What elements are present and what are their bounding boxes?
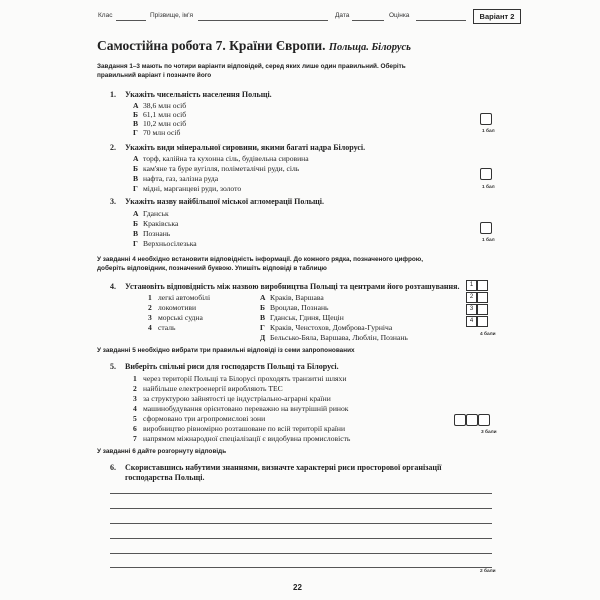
q4-grid-label: 4 xyxy=(466,316,477,327)
title-italic: Польща. Білорусь xyxy=(328,42,411,53)
q2-option[interactable]: Б кам'яне та буре вугілля, поліметалічні руди, сіль xyxy=(133,164,300,173)
q6-points: 2 бали xyxy=(480,569,496,574)
q2-option[interactable]: Г мідні, марганцеві руди, золото xyxy=(133,184,242,193)
q1-number: 1. xyxy=(110,90,116,99)
q4-grid-label: 1 xyxy=(466,280,477,291)
q2-answer-box[interactable] xyxy=(480,168,492,180)
instruction-3: У завданні 5 необхідно вибрати три правильні відповіді із семи запропонованих xyxy=(97,347,355,354)
q5-text: Виберіть спільні риси для господарств Польщі та Білорусі. xyxy=(125,362,339,371)
q4-left-item: 2 локомотиви xyxy=(148,303,197,312)
q4-left-item: 3 морські судна xyxy=(148,313,203,322)
q2-points: 1 бал xyxy=(482,185,495,190)
q4-right-item: В Гданськ, Гдиня, Щецін xyxy=(260,313,344,322)
q4-right-item: А Краків, Варшава xyxy=(260,293,324,302)
q1-option[interactable]: Б 61,1 млн осіб xyxy=(133,110,187,119)
q5-item[interactable]: 5 сформовано три агропромислові зони xyxy=(133,414,266,423)
q4-points: 4 бали xyxy=(480,332,496,337)
q1-option[interactable]: Г 70 млн осіб xyxy=(133,128,181,137)
q1-option[interactable]: В 10,2 млн осіб xyxy=(133,119,187,128)
q5-item[interactable]: 6 виробництво рівномірно розташоване по всій території країни xyxy=(133,424,346,433)
q5-answer-box[interactable] xyxy=(466,414,478,426)
date-label: Дата xyxy=(335,12,350,19)
q4-number: 4. xyxy=(110,282,116,291)
answer-line[interactable] xyxy=(110,523,492,524)
q1-points: 1 бал xyxy=(482,129,495,134)
q5-answer-box[interactable] xyxy=(478,414,490,426)
q5-points: 3 бали xyxy=(481,430,497,435)
q4-right-item: Г Краків, Ченстохов, Домброва-Гурнiча xyxy=(260,323,393,332)
q1-text: Укажіть чисельність населення Польщі. xyxy=(125,90,272,99)
q2-option[interactable]: В нафта, газ, залізна руда xyxy=(133,174,219,183)
q4-grid-cell[interactable] xyxy=(477,316,488,327)
q1-answer-box[interactable] xyxy=(480,113,492,125)
q2-number: 2. xyxy=(110,143,116,152)
grade-label: Оцінка xyxy=(389,12,410,19)
instruction-1-line2: правильний варіант і позначте його xyxy=(97,72,212,79)
q3-option[interactable]: Г Верхньосілезька xyxy=(133,239,197,248)
q4-grid-label: 2 xyxy=(466,292,477,303)
q4-right-item: Д Бельсько-Бяла, Варшава, Люблін, Познань xyxy=(260,333,408,342)
q4-grid-cell[interactable] xyxy=(477,304,488,315)
q3-text: Укажіть назву найбільшої міської агломерації Польщі. xyxy=(125,197,324,206)
q5-number: 5. xyxy=(110,362,116,371)
q6-number: 6. xyxy=(110,463,116,472)
q3-option[interactable]: В Познань xyxy=(133,229,171,238)
page-title xyxy=(97,38,411,54)
q3-number: 3. xyxy=(110,197,116,206)
q5-item[interactable]: 2 найбільше електроенергії виробляють ТЕС xyxy=(133,384,283,393)
answer-line[interactable] xyxy=(110,567,492,568)
page-number: 22 xyxy=(293,583,302,592)
instruction-1-line1: Завдання 1–3 мають по чотири варіанти відповідей, серед яких лише один правильний. Оберіть xyxy=(97,63,406,70)
q4-left-item: 1 легкі автомобілі xyxy=(148,293,211,302)
q4-grid-cell[interactable] xyxy=(477,280,488,291)
q5-item[interactable]: 1 через території Польщі та Білорусі проходять транзитні шляхи xyxy=(133,374,347,383)
grade-field[interactable] xyxy=(416,20,466,21)
q5-item[interactable]: 3 за структурою зайнятості це індустріально-аграрні країни xyxy=(133,394,331,403)
q3-option[interactable]: Б Краківська xyxy=(133,219,179,228)
q6-text-line2: господарства Польщі. xyxy=(125,473,205,482)
q5-item[interactable]: 7 напрямом міжнародної спеціалізації є видобувна промисловість xyxy=(133,434,351,443)
instruction-2-line1: У завданні 4 необхідно встановити відповідність інформації. До кожного рядка, позначеного цифрою, xyxy=(97,256,424,263)
q3-points: 1 бал xyxy=(482,238,495,243)
date-field[interactable] xyxy=(352,20,384,21)
instruction-2-line2: доберіть відповідник, позначений буквою. Упишіть відповіді в таблицю xyxy=(97,265,327,272)
q3-option[interactable]: А Гданськ xyxy=(133,209,169,218)
q4-text: Установіть відповідність між назвою виробництва Польщі та центрами його розташування. xyxy=(125,282,460,291)
q5-answer-box[interactable] xyxy=(454,414,466,426)
q2-option[interactable]: А торф, калійна та кухонна сіль, будівельна сировина xyxy=(133,154,309,163)
answer-line[interactable] xyxy=(110,553,492,554)
answer-line[interactable] xyxy=(110,493,492,494)
q4-grid-label: 3 xyxy=(466,304,477,315)
name-label: Прізвище, ім'я xyxy=(150,12,193,19)
answer-line[interactable] xyxy=(110,538,492,539)
q4-left-item: 4 сталь xyxy=(148,323,176,332)
q4-right-item: Б Вроцлав, Познань xyxy=(260,303,329,312)
class-field[interactable] xyxy=(116,20,146,21)
title-main: Самостійна робота 7. Країни Європи. xyxy=(97,38,326,53)
q4-grid-cell[interactable] xyxy=(477,292,488,303)
class-label: Клас xyxy=(98,12,113,19)
answer-line[interactable] xyxy=(110,508,492,509)
name-field[interactable] xyxy=(198,20,328,21)
q3-answer-box[interactable] xyxy=(480,222,492,234)
q1-option[interactable]: А 38,6 млн осіб xyxy=(133,101,187,110)
q5-item[interactable]: 4 машинобудування орієнтовано переважно на внутрішній ринок xyxy=(133,404,349,413)
variant-badge: Варіант 2 xyxy=(473,9,521,24)
q6-text-line1: Скориставшись набутими знаннями, визначте характерні риси просторової організації xyxy=(125,463,442,472)
q2-text: Укажіть види мінеральної сировини, якими багаті надра Білорусі. xyxy=(125,143,366,152)
instruction-4: У завданні 6 дайте розгорнуту відповідь xyxy=(97,448,227,455)
